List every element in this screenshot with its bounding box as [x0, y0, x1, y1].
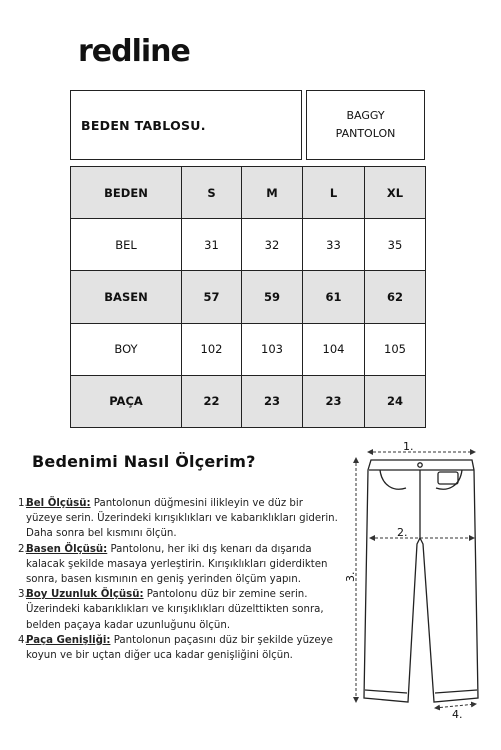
brand-logo: redline: [78, 34, 190, 69]
size-cell: 105: [365, 323, 426, 375]
size-cell: 23: [303, 375, 365, 427]
size-table: [70, 166, 426, 428]
size-cell: 32: [242, 219, 303, 271]
size-cell: 103: [242, 323, 303, 375]
size-row-header: BEL: [71, 219, 182, 271]
size-cell: 57: [182, 271, 242, 323]
size-cell: 22: [182, 375, 242, 427]
size-cell: 24: [365, 375, 426, 427]
size-chart-title: [70, 90, 302, 160]
size-cell: 31: [182, 219, 242, 271]
size-cell: 23: [242, 375, 303, 427]
step-text: Pantolonun paçasını düz bir şekilde yüzeye koyun ve bir uçtan diğer uca kadar genişliğini ölçün.: [26, 634, 333, 662]
diagram-label-3: 3.: [344, 571, 357, 582]
size-cell: 61: [303, 271, 365, 323]
size-cell: 104: [303, 323, 365, 375]
step-label: Boy Uzunluk Ölçüsü:: [26, 589, 144, 601]
pants-outline-icon: [364, 460, 478, 702]
size-cell: XL: [365, 167, 426, 219]
size-table-row: [71, 219, 426, 271]
step-label: Bel Ölçüsü:: [26, 498, 91, 509]
size-row-header: BEDEN: [71, 167, 182, 219]
step-text: Pantolonun düğmesini ilikleyin ve düz bir yüzeye serin. Üzerindeki kırışıklıkları ve kabarıklıkları giderin. Daha sonra bel kısmını ölçün.: [26, 498, 338, 540]
size-table-row: [71, 323, 426, 375]
step-text: Pantolonu düz bir zemine serin. Üzerindeki kabarıklıkları ve kırışıklıkları düzelttikten sonra, belden paçaya kadar uzunluğunu ölçün.: [26, 589, 324, 631]
measure-step: [18, 542, 340, 588]
diagram-label-2: 2.: [397, 526, 408, 539]
step-number: 4.: [18, 634, 28, 646]
size-chart-title-text: BEDEN TABLOSU.: [81, 117, 206, 133]
size-table-row: [71, 271, 426, 323]
product-name-line1: BAGGY: [346, 109, 385, 122]
how-to-measure-title: Bedenimi Nasıl Ölçerim?: [32, 452, 256, 471]
diagram-label-4: 4.: [452, 708, 463, 721]
size-cell: 102: [182, 323, 242, 375]
step-number: 2.: [18, 543, 28, 555]
step-text: Pantolonu, her iki dış kenarı da dışarıda kalacak şekilde masaya yerleştirin. Kırışıklıkları giderdikten sonra, basen kısmının en geniş yerinden ölçüm yapın.: [26, 543, 328, 586]
step-number: 3.: [18, 589, 28, 601]
size-row-header: PAÇA: [71, 375, 182, 427]
size-row-header: BASEN: [71, 271, 182, 323]
size-cell: L: [303, 167, 365, 219]
size-cell: S: [182, 167, 242, 219]
size-cell: M: [242, 167, 303, 219]
diagram-label-1: 1.: [403, 440, 414, 453]
step-number: 1.: [18, 498, 28, 509]
product-name-box: [306, 90, 425, 160]
measure-step: [18, 587, 340, 633]
measure-step: [18, 496, 340, 542]
step-label: Paça Genişliği:: [26, 634, 111, 646]
measure-step: [18, 633, 340, 663]
measure-steps: [18, 496, 340, 663]
product-name-line2: PANTOLON: [335, 127, 396, 140]
size-table-row: [71, 375, 426, 427]
size-cell: 62: [365, 271, 426, 323]
step-label: Basen Ölçüsü:: [26, 543, 108, 555]
size-cell: 59: [242, 271, 303, 323]
size-table-row: [71, 167, 426, 219]
size-cell: 33: [303, 219, 365, 271]
pants-measurement-diagram: [340, 440, 501, 740]
size-cell: 35: [365, 219, 426, 271]
size-row-header: BOY: [71, 323, 182, 375]
